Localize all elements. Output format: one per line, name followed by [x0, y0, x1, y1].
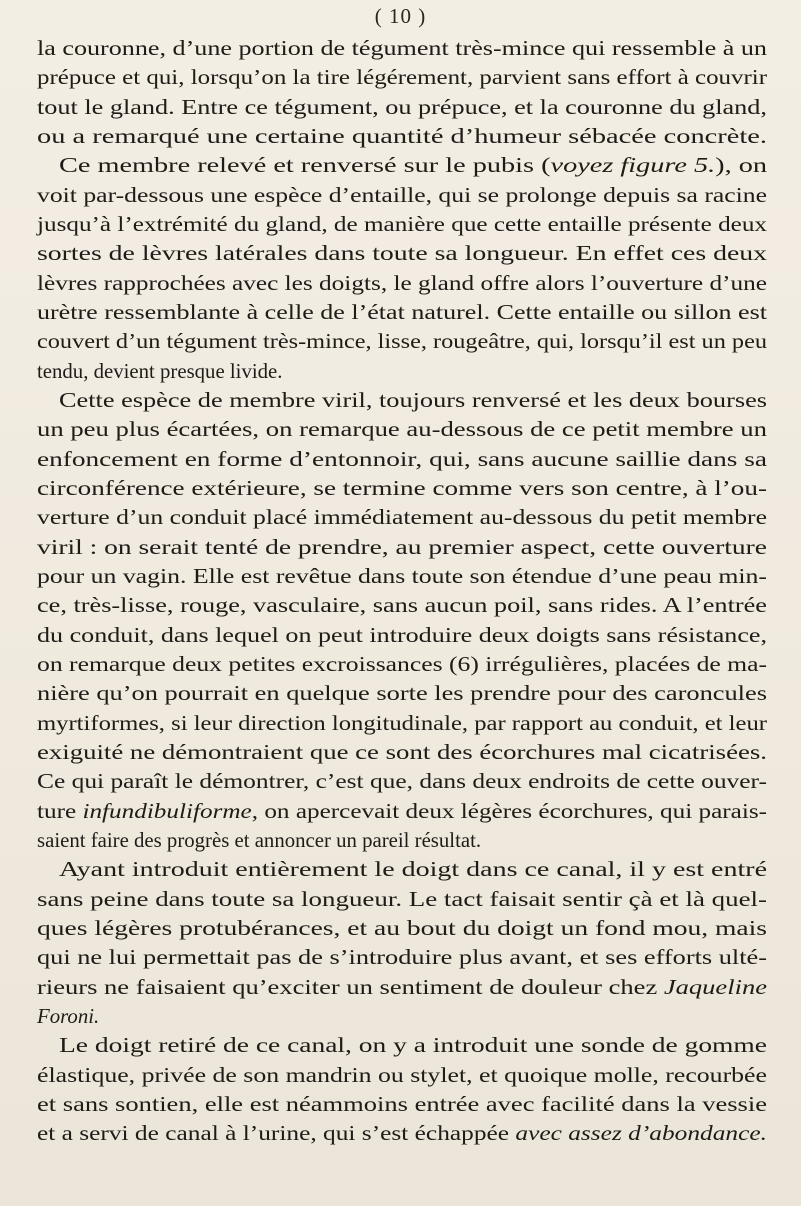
- text-line: nière qu’on pourrait en quelque sorte les prendre pour des caroncules: [37, 682, 768, 706]
- text-line: ques légères protubérances, et au bout du doigt un fond mou, mais: [37, 917, 768, 940]
- text-line: urètre ressemblante à celle de l’état naturel. Cette entaille ou sillon est: [37, 301, 767, 324]
- text-line: jusqu’à l’extrémité du gland, de manière que cette entaille présente deux: [37, 213, 767, 236]
- page-number: ( 10 ): [374, 4, 427, 28]
- text-line: verture d’un conduit placé immédiatement au-dessous du petit membre: [37, 506, 767, 530]
- text-line: Foroni.: [37, 1005, 100, 1028]
- text-line: la couronne, d’une portion de tégument très-mince qui ressemble à un: [37, 37, 767, 60]
- text-line: enfoncement en forme d’entonnoir, qui, sans aucune saillie dans sa: [37, 447, 767, 471]
- text-line: myrtiformes, si leur direction longitudinale, par rapport au conduit, et leur: [37, 711, 767, 735]
- text-line: viril : on serait tenté de prendre, au premier aspect, cette ouverture: [37, 535, 767, 559]
- text-line: lèvres rapprochées avec les doigts, le gland offre alors l’ouverture d’une: [37, 271, 767, 295]
- text-line: ou a remarqué une certaine quantité d’humeur sébacée concrète.: [37, 125, 767, 148]
- text-line: Cette espèce de membre viril, toujours renversé et les deux bourses: [59, 389, 768, 412]
- text-line: tendu, devient presque livide.: [37, 359, 283, 383]
- text-line: qui ne lui permettait pas de s’introduire plus avant, et ses efforts ulté-: [37, 946, 768, 970]
- text-line: sans peine dans toute sa longueur. Le tact faisait sentir çà et là quel-: [37, 887, 768, 911]
- text-line: sortes de lèvres latérales dans toute sa longueur. En effet ces deux: [37, 242, 768, 266]
- text-line: et a servi de canal à l’urine, qui s’est échappée avec assez d’abondance.: [37, 1122, 767, 1146]
- text-line: couvert d’un tégument très-mince, lisse, rougeâtre, qui, lorsqu’il est un peu: [37, 330, 768, 354]
- text-line: prépuce et qui, lorsqu’on la tire légérement, parvient sans effort à couvrir: [37, 66, 768, 90]
- text-line: un peu plus écartées, on remarque au-dessous de ce petit membre un: [37, 418, 767, 442]
- text-line: voit par-dessous une espèce d’entaille, qui se prolonge depuis sa racine: [37, 183, 768, 207]
- text-line: du conduit, dans lequel on peut introduire deux doigts sans résistance,: [37, 623, 768, 647]
- text-line: Ayant introduit entièrement le doigt dans ce canal, il y est entré: [59, 858, 768, 882]
- text-line: circonférence extérieure, se termine comme vers son centre, à l’ou-: [37, 477, 767, 500]
- text-line: rieurs ne faisaient qu’exciter un sentiment de douleur chez Jaqueline: [37, 975, 767, 999]
- text-line: ture infundibuliforme, on apercevait deux légères écorchures, qui parais-: [37, 799, 768, 823]
- text-line: exiguité ne démontraient que ce sont des écorchures mal cicatrisées.: [37, 741, 767, 764]
- text-line: tout le gland. Entre ce tégument, ou prépuce, et la couronne du gland,: [37, 95, 767, 119]
- text-line: pour un vagin. Elle est revêtue dans toute son étendue d’une peau min-: [37, 565, 767, 588]
- text-line: Ce qui paraît le démontrer, c’est que, dans deux endroits de cette ouver-: [37, 770, 767, 794]
- text-line: ce, très-lisse, rouge, vasculaire, sans aucun poil, sans rides. A l’entrée: [37, 594, 767, 618]
- text-line: saient faire des progrès et annoncer un pareil résultat.: [37, 829, 482, 852]
- text-line: Le doigt retiré de ce canal, on y a introduit une sonde de gomme: [59, 1034, 768, 1058]
- text-line: élastique, privée de son mandrin ou stylet, et quoique molle, recourbée: [37, 1063, 767, 1087]
- text-line: on remarque deux petites excroissances (6) irrégulières, placées de ma-: [37, 653, 768, 676]
- text-line: Ce membre relevé et renversé sur le pubis (voyez figure 5.), on: [59, 154, 768, 178]
- text-line: et sans sontien, elle est néammoins entrée avec facilité dans la vessie: [37, 1093, 767, 1116]
